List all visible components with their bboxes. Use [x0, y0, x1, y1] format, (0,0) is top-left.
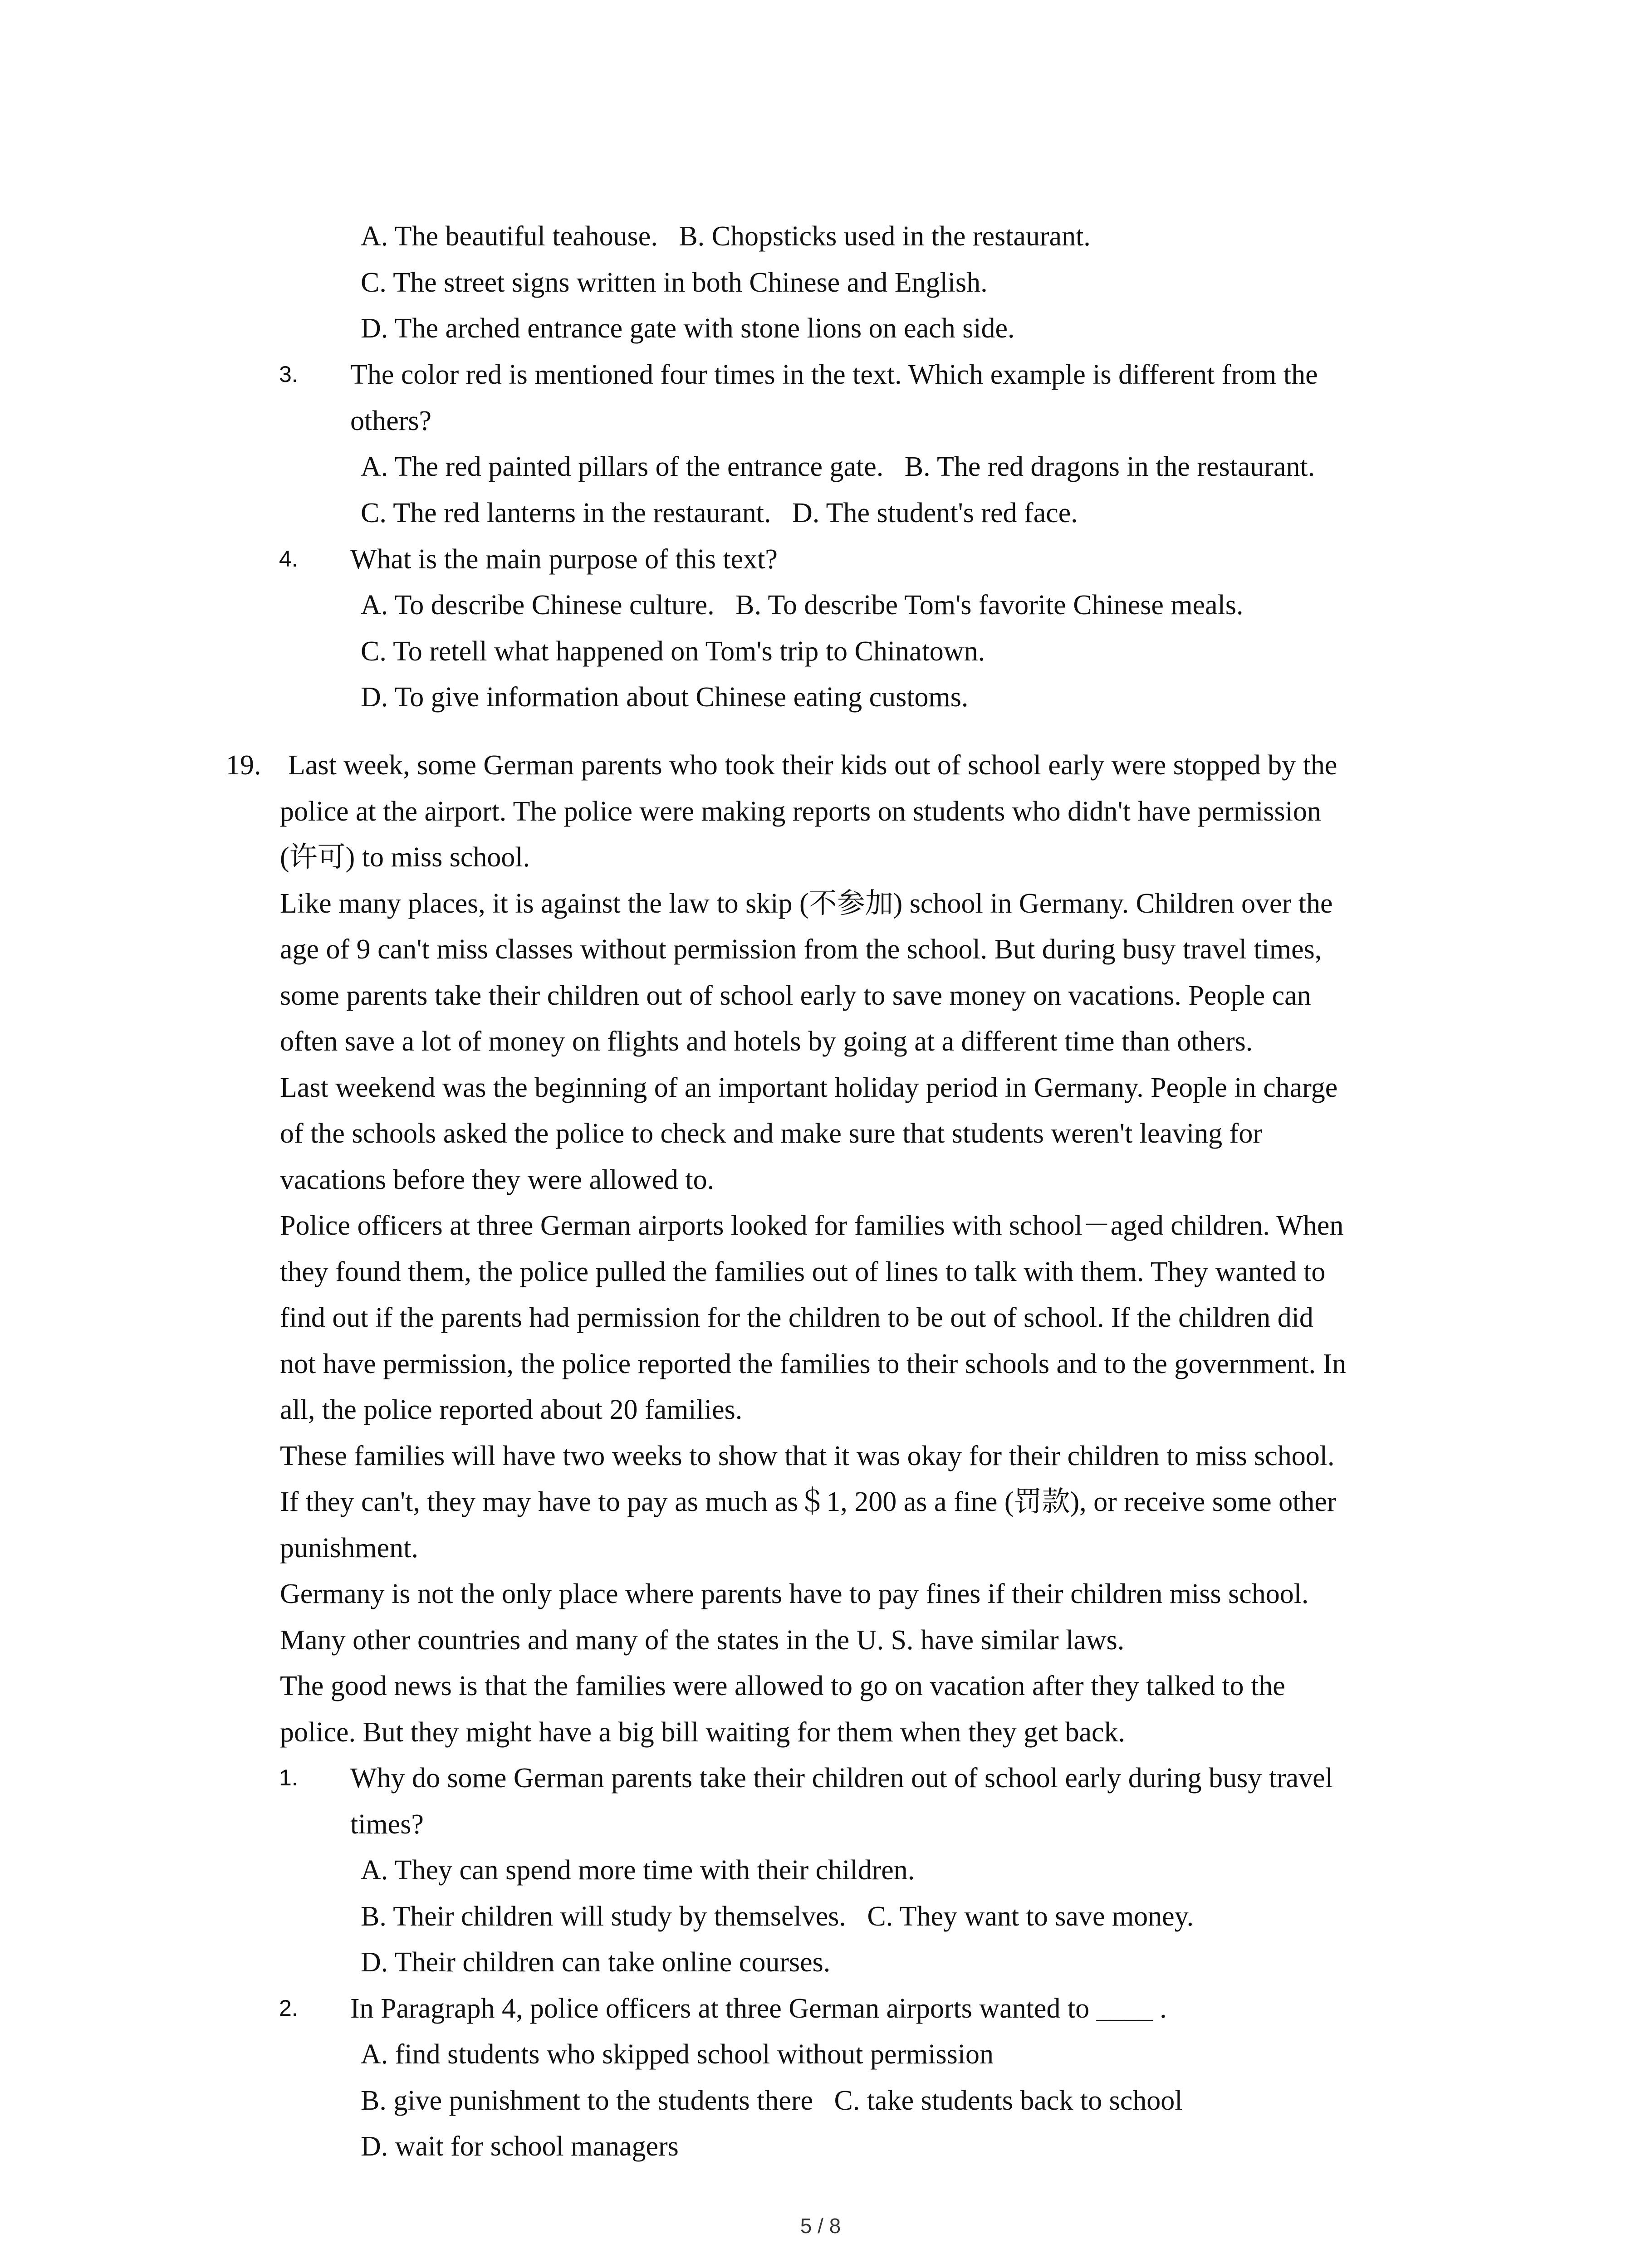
- q18-q3-stem-cont: others?: [350, 406, 432, 436]
- passage-line: (许可) to miss school.: [280, 842, 530, 873]
- q18-q3-number: 3.: [279, 362, 298, 387]
- passage-line: police. But they might have a big bill waiting for them when they get back.: [280, 1717, 1125, 1748]
- q19-q1-number: 1.: [279, 1765, 298, 1790]
- q19-q1-option-a: A. They can spend more time with their children.: [361, 1855, 915, 1886]
- passage-line: Many other countries and many of the states in the U. S. have similar laws.: [280, 1625, 1125, 1656]
- passage-line: often save a lot of money on flights and hotels by going at a different time than others.: [280, 1026, 1253, 1057]
- q18-q2-option-d: D. The arched entrance gate with stone lions on each side.: [361, 313, 1015, 344]
- q18-q3-option-cd: C. The red lanterns in the restaurant. D. The student's red face.: [361, 498, 1078, 528]
- passage-line: of the schools asked the police to check and make sure that students weren't leaving for: [280, 1118, 1262, 1149]
- passage-line: Police officers at three German airports looked for families with school－aged children. When: [280, 1210, 1344, 1241]
- passage-line: Germany is not the only place where parents have to pay fines if their children miss school.: [280, 1579, 1309, 1609]
- passage-line: These families will have two weeks to show that it was okay for their children to miss school.: [280, 1441, 1335, 1471]
- q18-q4-stem: What is the main purpose of this text?: [350, 544, 778, 575]
- q19-number: 19.: [226, 750, 261, 781]
- q19-q2-stem: In Paragraph 4, police officers at three German airports wanted to ____ .: [350, 1993, 1167, 2024]
- q18-q4-option-ab: A. To describe Chinese culture. B. To describe Tom's favorite Chinese meals.: [361, 590, 1244, 621]
- q18-q4-number: 4.: [279, 546, 298, 572]
- q18-q4-option-d: D. To give information about Chinese eating customs.: [361, 682, 969, 713]
- passage-line: not have permission, the police reported the families to their schools and to the government. In: [280, 1349, 1347, 1379]
- q19-q1-option-d: D. Their children can take online courses.: [361, 1947, 831, 1978]
- q19-q2-option-d: D. wait for school managers: [361, 2131, 679, 2162]
- passage-line: they found them, the police pulled the families out of lines to talk with them. They wanted to: [280, 1256, 1326, 1287]
- passage-line: some parents take their children out of school early to save money on vacations. People can: [280, 980, 1311, 1011]
- q19-q1-option-bc: B. Their children will study by themselves. C. They want to save money.: [361, 1901, 1194, 1932]
- passage-line: The good news is that the families were allowed to go on vacation after they talked to the: [280, 1671, 1285, 1701]
- passage-line: Last weekend was the beginning of an important holiday period in Germany. People in charge: [280, 1072, 1338, 1103]
- passage-line: age of 9 can't miss classes without permission from the school. But during busy travel times,: [280, 934, 1322, 965]
- passage-line: Like many places, it is against the law to skip (不参加) school in Germany. Children over the: [280, 888, 1333, 919]
- q18-q4-option-c: C. To retell what happened on Tom's trip to Chinatown.: [361, 636, 985, 667]
- passage-line: vacations before they were allowed to.: [280, 1164, 715, 1195]
- q19-q1-stem: Why do some German parents take their children out of school early during busy travel: [350, 1763, 1333, 1794]
- passage-line: police at the airport. The police were making reports on students who didn't have permission: [280, 796, 1321, 827]
- q18-q2-option-ab: A. The beautiful teahouse. B. Chopsticks used in the restaurant.: [361, 221, 1091, 252]
- page-number: 5 / 8: [800, 2214, 841, 2238]
- passage-line: all, the police reported about 20 families.: [280, 1394, 743, 1425]
- q18-q2-option-c: C. The street signs written in both Chinese and English.: [361, 267, 988, 298]
- passage-line: Last week, some German parents who took their kids out of school early were stopped by the: [288, 750, 1337, 781]
- q19-q1-stem-cont: times?: [350, 1809, 424, 1840]
- passage-line: find out if the parents had permission for the children to be out of school. If the children did: [280, 1302, 1313, 1333]
- q19-q2-number: 2.: [279, 1995, 298, 2021]
- q18-q3-stem: The color red is mentioned four times in the text. Which example is different from the: [350, 359, 1318, 390]
- q19-q2-option-bc: B. give punishment to the students there C. take students back to school: [361, 2085, 1183, 2116]
- q18-q3-option-ab: A. The red painted pillars of the entrance gate. B. The red dragons in the restaurant.: [361, 451, 1315, 482]
- q19-q2-option-a: A. find students who skipped school without permission: [361, 2039, 994, 2070]
- passage-line: If they can't, they may have to pay as much as＄1, 200 as a fine (罚款), or receive some other: [280, 1486, 1337, 1517]
- passage-line: punishment.: [280, 1533, 418, 1564]
